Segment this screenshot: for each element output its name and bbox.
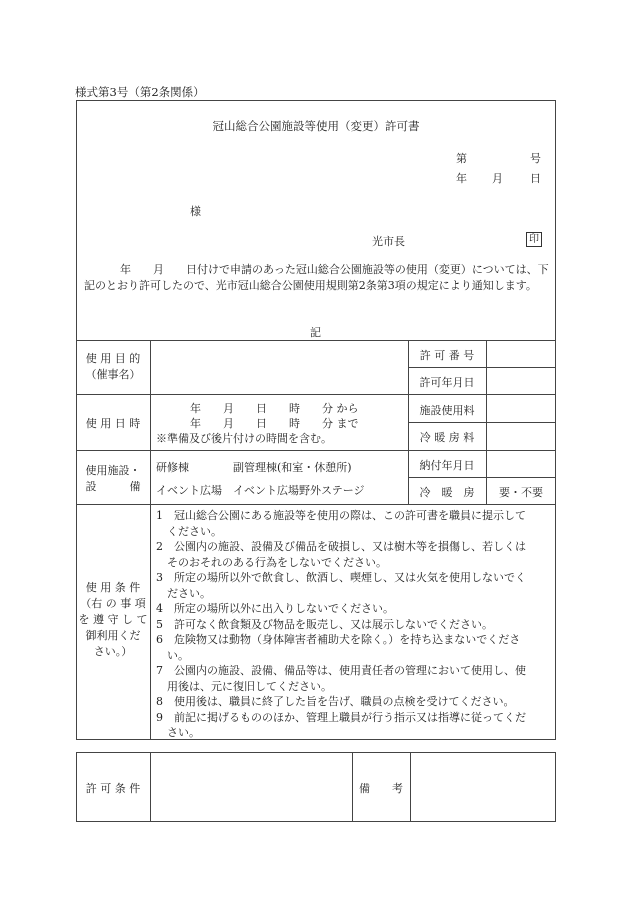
condition-line: 9 前記に掲げるもののほか、管理上職員が行う指示又は指導に従ってくだ [156, 710, 526, 724]
date-month: 月 [492, 172, 503, 185]
condition-line: さい。 [156, 726, 200, 739]
seal-mark: 印 [526, 232, 542, 247]
date-day: 日 [530, 172, 541, 185]
ac-need-options: 要・不要 [499, 486, 543, 499]
purpose-sub-label: （催事名） [85, 368, 141, 381]
permit-number-label: 許 可 番 号 [419, 349, 475, 362]
recipient-suffix: 様 [190, 205, 201, 218]
condition-line: 8 使用後は、職員に終了した旨を告げ、職員の点検を受けてください。 [156, 695, 515, 708]
ac-label: 冷 暖 房 [419, 486, 475, 499]
condition-line: 5 許可なく飲食類及び物品を販売し、又は展示しないでください。 [156, 617, 493, 631]
issuer-name: 光市長 [372, 235, 405, 248]
permit-date-label: 許可年月日 [419, 376, 475, 389]
row-line [76, 450, 556, 451]
condition-line: 2 公園内の施設、設備及び備品を破損し、又は樹木等を損傷し、若しくは [156, 540, 526, 553]
facility-label-line1: 使用施設・ [85, 464, 141, 477]
condition-line: ださい。 [156, 586, 211, 600]
number-dai: 第 [456, 152, 467, 165]
condition-line: ください。 [156, 524, 222, 538]
conditions-label-line: 使 用 条 件 [85, 581, 141, 594]
column-line [150, 752, 151, 822]
conditions-list [156, 508, 554, 741]
facility-options-line1: 研修棟 副管理棟(和室・休憩所) [156, 461, 352, 474]
condition-line: そのおそれのある行為をしないでください。 [156, 555, 387, 569]
facility-label-line2: 設 備 [85, 480, 141, 493]
conditions-label-line: さい。） [93, 645, 133, 658]
row-line [76, 394, 556, 395]
row-line [408, 477, 556, 478]
payment-date-label: 納付年月日 [419, 459, 475, 472]
condition-line: 7 公園内の施設、設備、備品等は、使用責任者の管理において使用し、使 [156, 664, 526, 677]
document-title: 冠山総合公園施設等使用（変更）許可書 [212, 119, 420, 133]
usage-from-line: 年 月 日 時 分 から [190, 402, 359, 415]
condition-line: い。 [156, 648, 189, 662]
condition-line: 4 所定の場所以外に出入りしないでください。 [156, 602, 394, 615]
table-top-line [76, 340, 556, 341]
ki-marker: 記 [310, 326, 321, 339]
date-year: 年 [456, 172, 467, 185]
facility-fee-label: 施設使用料 [419, 404, 475, 417]
conditions-label-line: （右 の 事 項 [80, 597, 146, 610]
column-line [150, 340, 151, 740]
remarks-label: 備 考 [359, 782, 403, 795]
usage-to-line: 年 月 日 時 分 まで [190, 417, 359, 430]
column-line [408, 340, 409, 504]
usage-time-note: ※準備及び後片付けの時間を含む。 [156, 432, 332, 445]
condition-line: 6 危険物又は動物（身体障害者補助犬を除く。）を持ち込まないでくださ [156, 633, 521, 646]
condition-line: 3 所定の場所以外で飲食し、飲酒し、喫煙し、又は火気を使用しないでく [156, 571, 526, 584]
condition-line: 1 冠山総合公園にある施設等を使用の際は、この許可書を職員に提示して [156, 509, 526, 522]
permit-conditions-label: 許 可 条 件 [85, 782, 141, 795]
condition-line: 用後は、元に復旧してください。 [156, 679, 332, 693]
conditions-label [76, 580, 150, 660]
conditions-label-line: を 遵 守 し て [78, 613, 148, 626]
row-line [76, 504, 556, 505]
purpose-label: 使 用 目 的 [85, 352, 141, 365]
ac-fee-label: 冷 暖 房 料 [419, 431, 475, 444]
notice-body-text: 年 月 日付けで申請のあった冠山総合公園施設等の使用（変更）については、下記のとおり許可したので、光市冠山総合公園使用規則第2条第3項の規定により通知します。 [84, 263, 549, 292]
column-line [486, 340, 487, 504]
usage-datetime-label: 使 用 日 時 [85, 417, 141, 430]
row-line [408, 422, 556, 423]
facility-options-line2: イベント広場 イベント広場野外ステージ [156, 484, 365, 497]
form-number-label: 様式第3号（第2条関係） [75, 85, 205, 99]
number-go: 号 [530, 152, 541, 165]
column-line [410, 752, 411, 822]
row-line [408, 367, 556, 368]
conditions-label-line: 御利用くだ [85, 629, 141, 642]
